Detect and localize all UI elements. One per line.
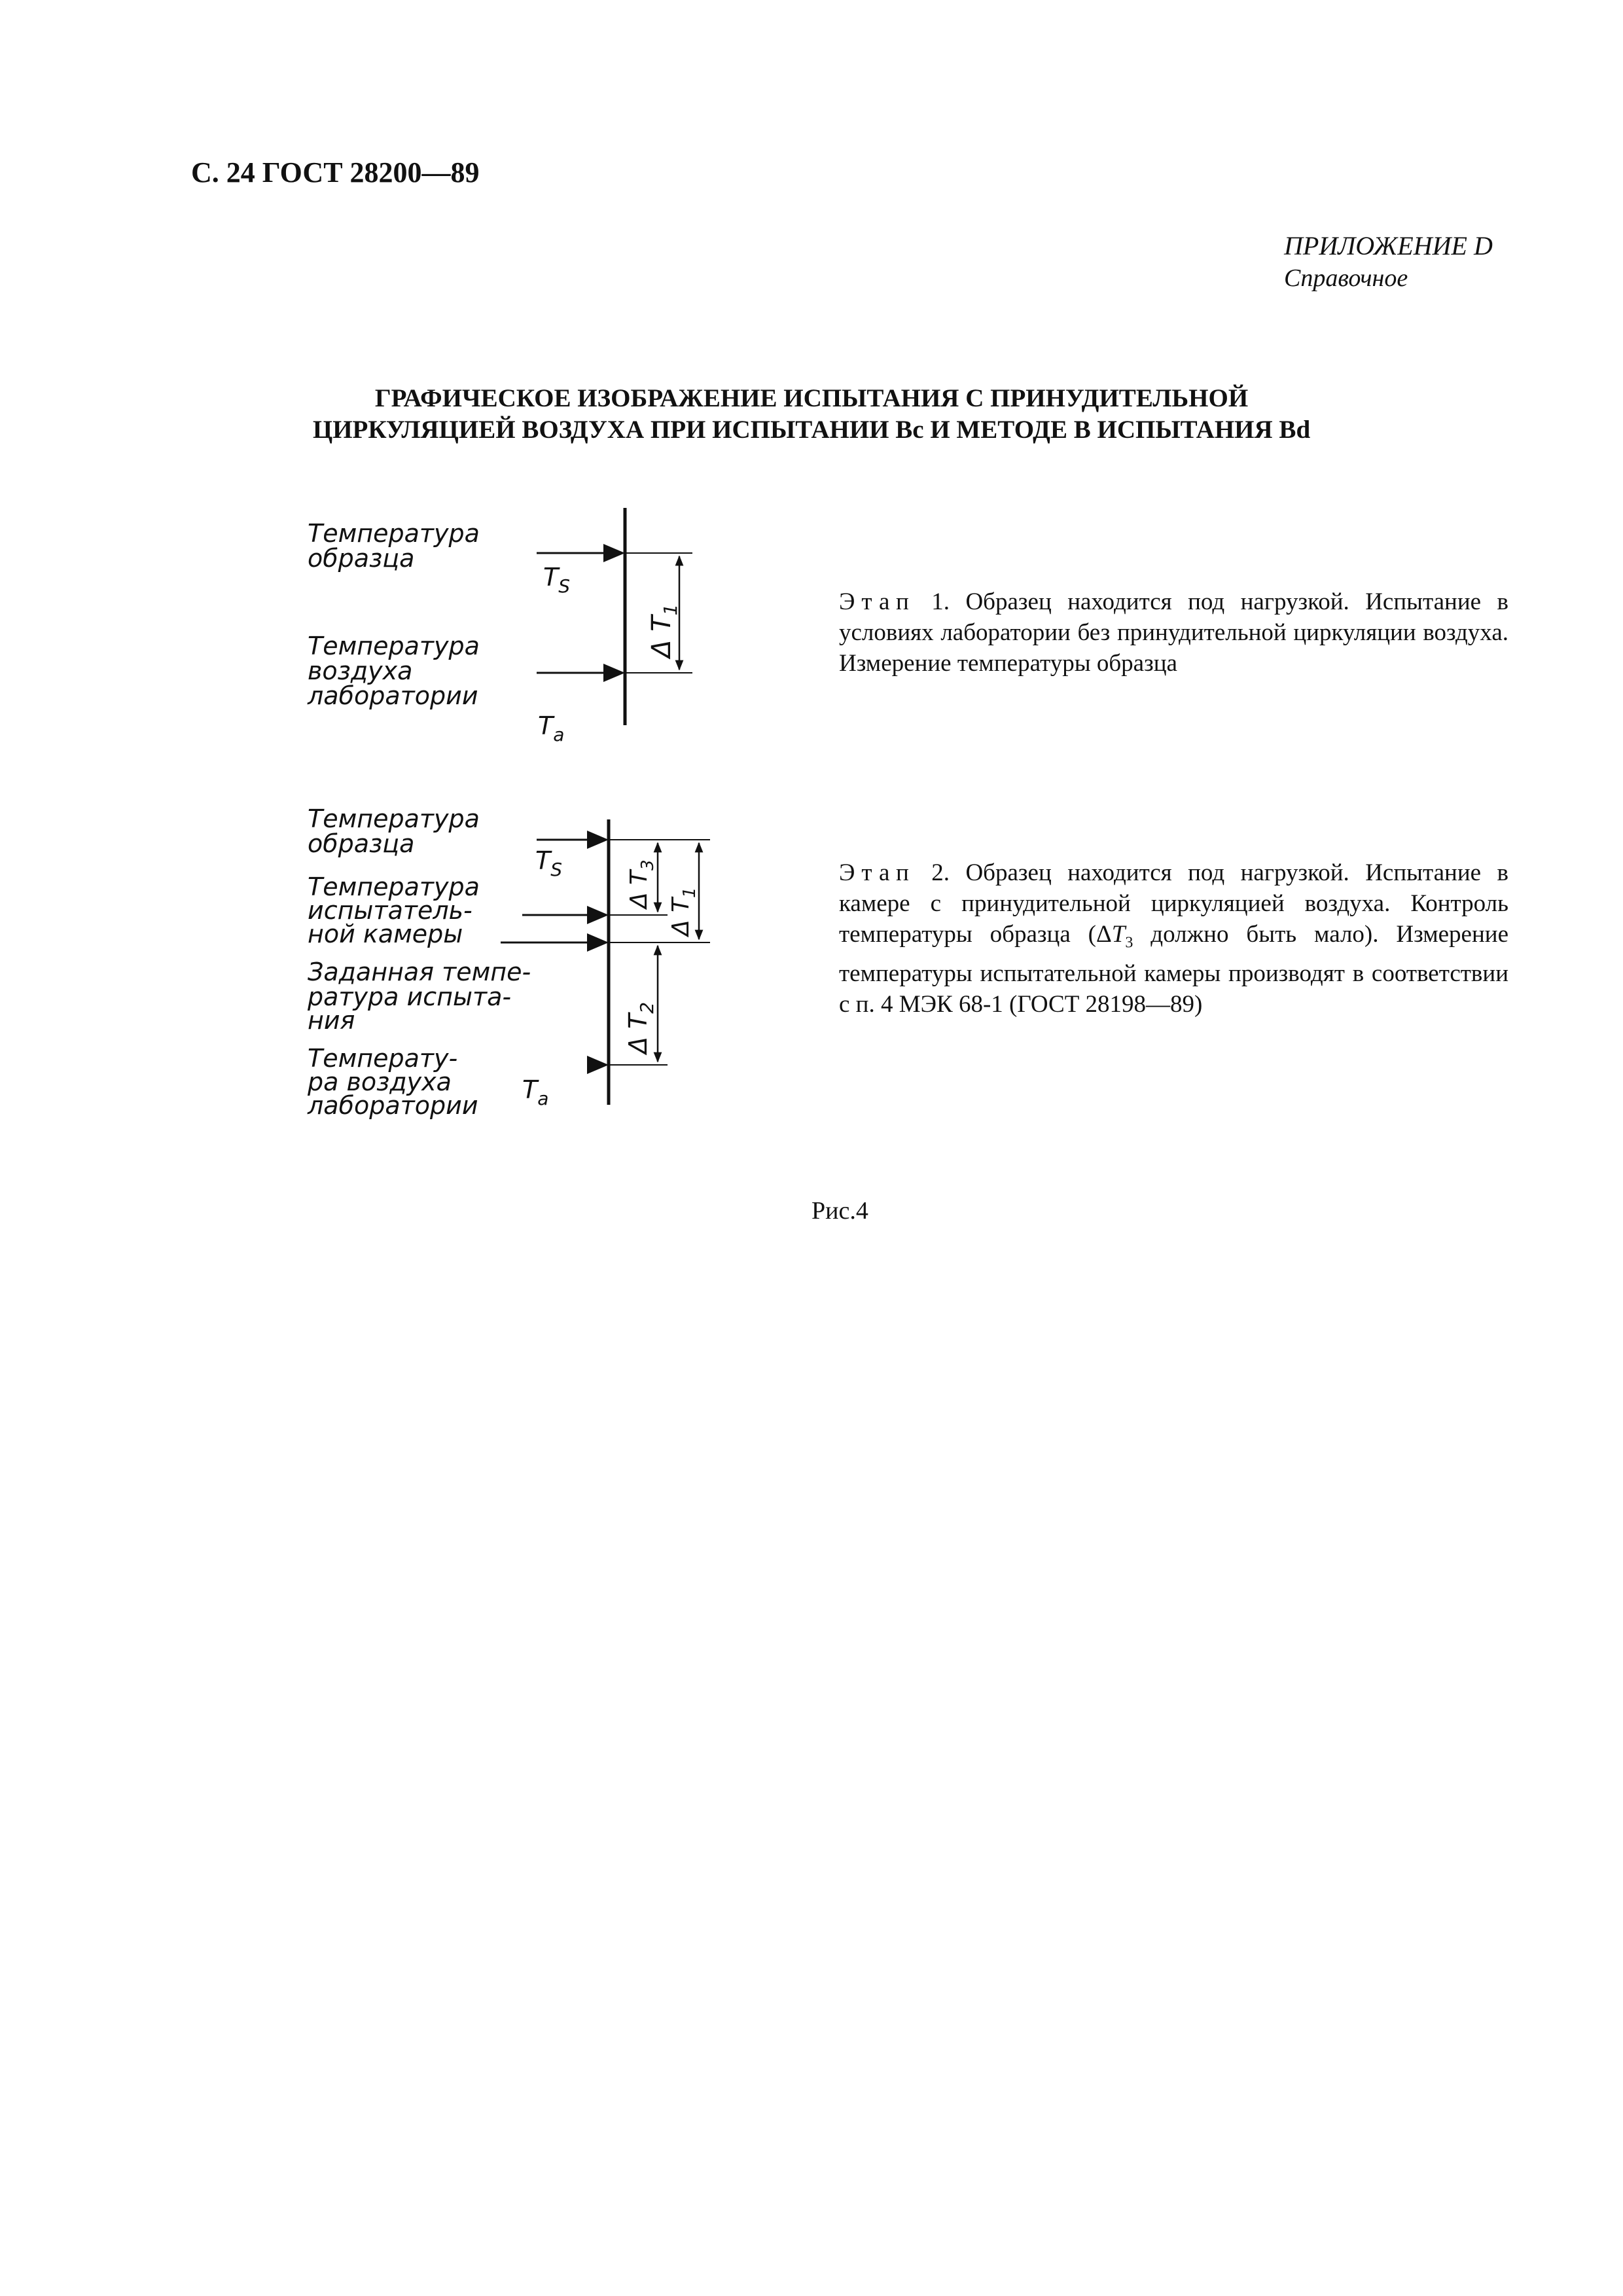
lab-air-temp-arrowhead-2 xyxy=(587,1056,609,1074)
stage-2-label: Этап xyxy=(839,859,916,886)
sample-temp-arrowhead xyxy=(603,544,625,562)
stage-1-description xyxy=(839,586,1508,679)
stage-1-label: Этап xyxy=(839,588,916,615)
label-lab-air-temp-1: Температура xyxy=(308,632,480,660)
stage-2-text-sub: 3 xyxy=(1125,934,1133,952)
delta-t1-label: Δ $T_1$ xyxy=(647,603,681,658)
label-set-test-temp-c: ния xyxy=(308,1006,355,1035)
diagram-stage-2 xyxy=(307,804,710,1120)
stage-2-text-t: T xyxy=(1111,921,1126,948)
ts-label-2: $T_S$ xyxy=(535,846,562,880)
document-title-line-1: ГРАФИЧЕСКОЕ ИЗОБРАЖЕНИЕ ИСПЫТАНИЯ С ПРИНУДИТЕЛЬНОЙ xyxy=(374,384,1249,412)
label-lab-air-temp-2: Температу- xyxy=(308,1044,458,1073)
stage-2-text-b: должно быть мало). Измерение температуры испытательной камеры производят в соответствии с п. 4 МЭК 68-1 (ГОСТ 28198—89) xyxy=(839,921,1509,1018)
set-temp-arrowhead xyxy=(587,933,609,952)
label-chamber-temp-c: ной камеры xyxy=(308,920,463,948)
appendix-kind: Справочное xyxy=(1284,264,1408,292)
label-lab-air-temp-1b: воздуха xyxy=(308,656,413,685)
label-chamber-temp: Температура xyxy=(308,872,480,901)
label-lab-air-temp-1c: лаборатории xyxy=(308,681,478,710)
lab-air-temp-arrowhead xyxy=(603,664,625,682)
delta-t3-label: Δ $T_3$ xyxy=(626,859,658,908)
label-lab-air-temp-2c: лаборатории xyxy=(308,1091,478,1120)
ta-label: $T_a$ xyxy=(538,711,565,745)
chamber-temp-arrowhead xyxy=(587,906,609,924)
figure-caption: Рис.4 xyxy=(812,1197,868,1225)
delta-t1-label-2: Δ $T_1$ xyxy=(668,887,700,936)
diagram-stage-1 xyxy=(307,508,692,745)
ta-label-2: $T_a$ xyxy=(522,1075,549,1109)
label-set-test-temp: Заданная темпе- xyxy=(308,958,531,986)
label-lab-air-temp-2b: ра воздуха xyxy=(308,1067,452,1096)
stage-2-description xyxy=(839,857,1508,1020)
label-sample-temp-2: Температура xyxy=(308,804,480,833)
appendix-title: ПРИЛОЖЕНИЕ D xyxy=(1284,231,1493,260)
stage-2-text-a: 2. Образец находится под нагрузкой. Испытание в камере с принудительной циркуляцией воздуха. Контроль температуры образца (Δ xyxy=(839,859,1508,948)
delta-t2-label: Δ $T_2$ xyxy=(624,1001,658,1054)
label-sample-temp-1: Температура xyxy=(308,519,480,548)
label-chamber-temp-b: испытатель- xyxy=(308,896,473,925)
stage-1-text: 1. Образец находится под нагрузкой. Испытание в условиях лаборатории без принудительной циркуляции воздуха. Измерение температуры образца xyxy=(839,588,1508,677)
label-sample-temp-2b: образца xyxy=(308,829,415,858)
ts-label: $T_S$ xyxy=(543,563,570,597)
sample-temp-arrowhead-2 xyxy=(587,831,609,849)
document-title-line-2: ЦИРКУЛЯЦИЕЙ ВОЗДУХА ПРИ ИСПЫТАНИИ Вс И МЕТОДЕ В ИСПЫТАНИЯ Bd xyxy=(312,416,1311,444)
label-sample-temp-1b: образца xyxy=(308,544,415,573)
label-set-test-temp-b: ратура испыта- xyxy=(308,982,512,1011)
page-header: С. 24 ГОСТ 28200—89 xyxy=(191,156,480,188)
